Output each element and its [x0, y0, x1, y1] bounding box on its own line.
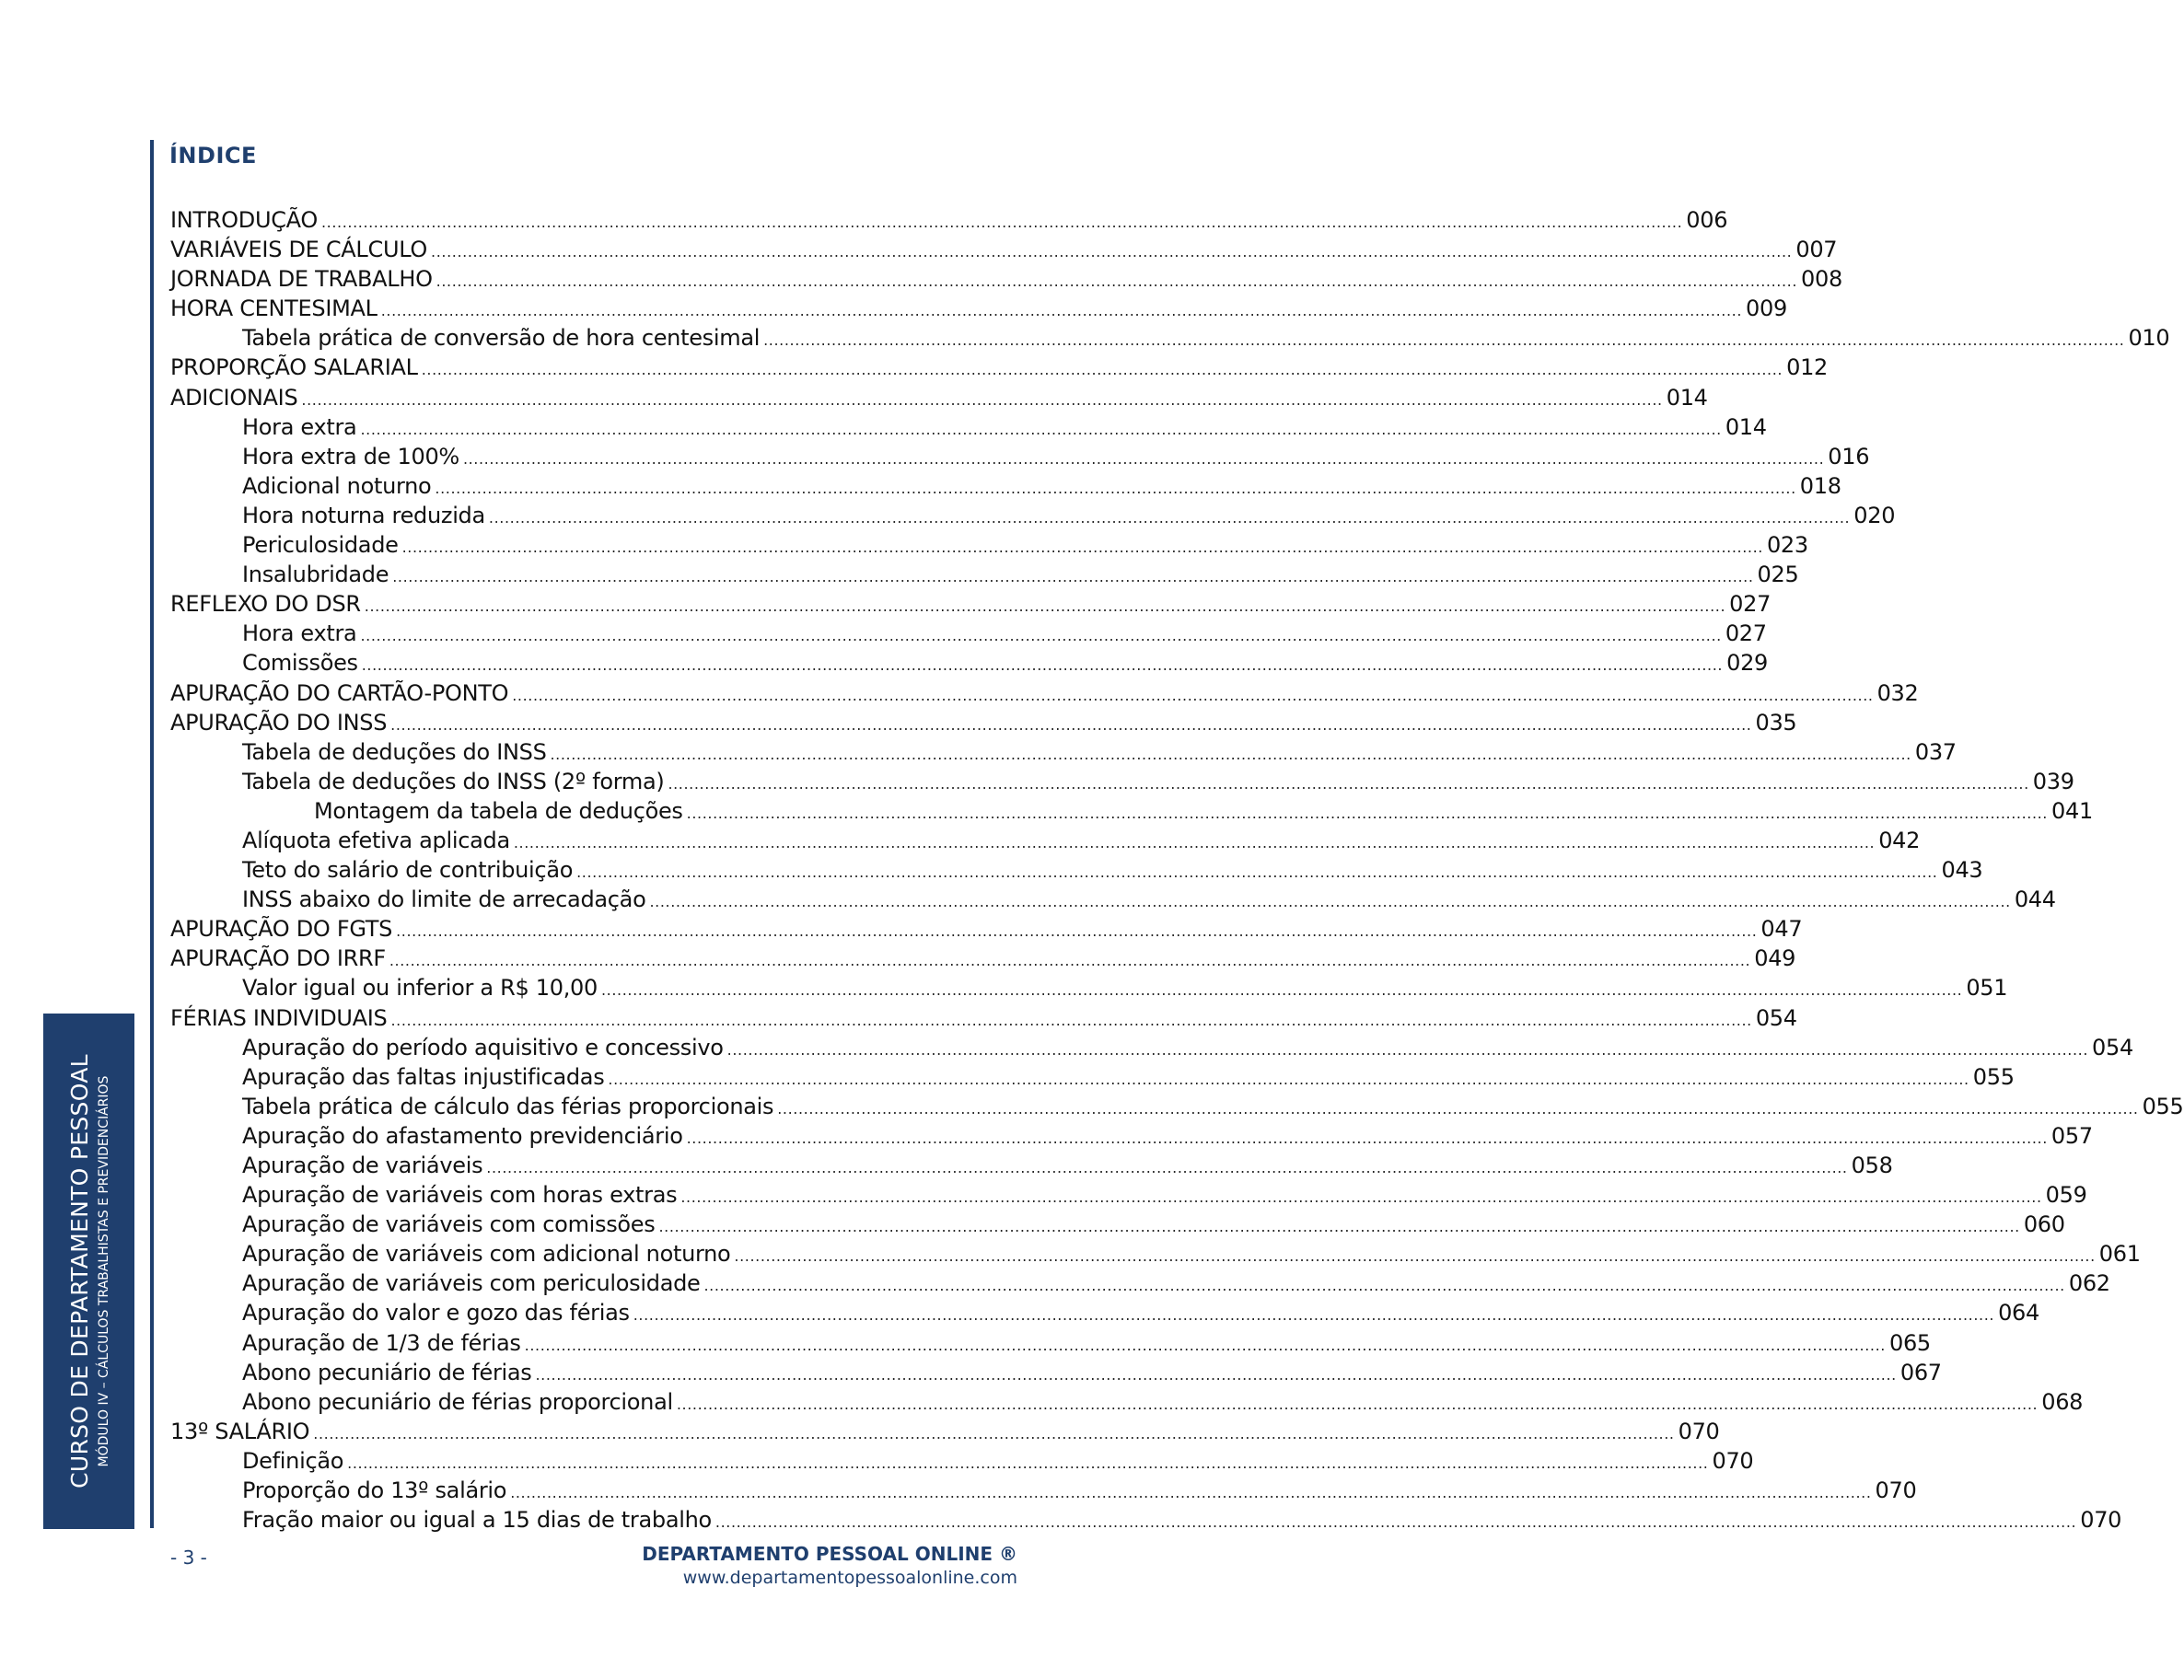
toc-entry[interactable] — [170, 826, 1921, 855]
course-module: MÓDULO IV – CÁLCULOS TRABALHISTAS E PREVIDENCIÁRIOS — [96, 1075, 111, 1467]
toc-dot-leader: .................................................................................................................................................................................................................................................................... — [676, 1395, 2039, 1413]
toc-entry[interactable] — [170, 353, 1829, 382]
toc-entry[interactable] — [170, 589, 1772, 619]
toc-entry[interactable] — [170, 944, 1796, 973]
toc-entry[interactable] — [170, 737, 1957, 767]
toc-dot-leader: .................................................................................................................................................................................................................................................................... — [360, 627, 1722, 645]
toc-entry[interactable] — [170, 323, 2170, 353]
toc-entry-page: 020 — [1853, 502, 1896, 528]
toc-entry-page: 070 — [2080, 1507, 2122, 1534]
toc-entry-title: INTRODUÇÃO — [170, 207, 318, 233]
toc-entry[interactable] — [170, 1298, 2039, 1327]
toc-entry-title: Comissões — [242, 650, 358, 677]
toc-entry-title: APURAÇÃO DO CARTÃO-PONTO — [170, 679, 509, 706]
toc-entry-title: Tabela prática de cálculo das férias proporcionais — [242, 1093, 774, 1119]
toc-entry[interactable] — [170, 1476, 1917, 1505]
toc-entry-page: 059 — [2045, 1182, 2087, 1209]
toc-entry[interactable] — [170, 973, 2008, 1002]
toc-entry-page: 006 — [1686, 207, 1728, 233]
toc-dot-leader: .................................................................................................................................................................................................................................................................... — [401, 539, 1763, 557]
toc-entry-page: 057 — [2050, 1122, 2093, 1149]
toc-entry-title: Apuração de variáveis com horas extras — [242, 1182, 678, 1209]
toc-entry-title: Apuração de variáveis com comissões — [242, 1211, 656, 1238]
toc-dot-leader: .................................................................................................................................................................................................................................................................... — [364, 597, 1726, 616]
toc-entry-page: 008 — [1801, 266, 1842, 293]
toc-dot-leader: .................................................................................................................................................................................................................................................................... — [380, 302, 1743, 320]
toc-entry[interactable] — [170, 1358, 1942, 1387]
toc-entry-title: INSS abaixo do limite de arrecadação — [242, 886, 646, 913]
toc-dot-leader: .................................................................................................................................................................................................................................................................... — [389, 952, 1751, 970]
toc-dot-leader: .................................................................................................................................................................................................................................................................... — [777, 1099, 2139, 1118]
toc-dot-leader: .................................................................................................................................................................................................................................................................... — [633, 1306, 1995, 1325]
toc-dot-leader: .................................................................................................................................................................................................................................................................... — [347, 1454, 1709, 1472]
toc-entry-page: 016 — [1828, 443, 1870, 469]
toc-entry-page: 062 — [2068, 1270, 2110, 1297]
toc-entry[interactable] — [170, 855, 1983, 885]
toc-entry[interactable] — [170, 412, 1767, 442]
toc-entry-title: VARIÁVEIS DE CÁLCULO — [170, 237, 428, 263]
toc-entry-page: 067 — [1899, 1359, 1942, 1385]
toc-entry-title: Periculosidade — [242, 532, 399, 559]
toc-entry-title: APURAÇÃO DO INSS — [170, 709, 388, 736]
toc-dot-leader: .................................................................................................................................................................................................................................................................... — [680, 1188, 2042, 1207]
toc-entry-page: 068 — [2041, 1388, 2084, 1415]
toc-entry[interactable] — [170, 796, 2093, 826]
toc-entry-page: 018 — [1799, 472, 1841, 499]
toc-entry-title: Tabela prática de conversão de hora centesimal — [242, 325, 761, 352]
toc-entry-page: 058 — [1851, 1153, 1893, 1178]
toc-entry-title: Apuração do afastamento previdenciário — [242, 1122, 683, 1149]
toc-entry-page: 051 — [1966, 975, 2008, 1002]
toc-entry[interactable] — [170, 648, 1769, 678]
toc-entry[interactable] — [170, 1505, 2122, 1535]
toc-entry-title: 13º SALÁRIO — [170, 1418, 310, 1444]
toc-entry[interactable] — [170, 235, 1838, 264]
toc-entry-page: 037 — [1914, 738, 1957, 765]
toc-entry-page: 010 — [2128, 325, 2170, 352]
toc-dot-leader: .................................................................................................................................................................................................................................................................... — [435, 479, 1796, 497]
toc-entry-title: Definição — [242, 1447, 344, 1474]
toc-entry-title: Alíquota efetiva aplicada — [242, 827, 510, 853]
toc-entry-title: Abono pecuniário de férias proporcional — [242, 1388, 673, 1415]
toc-entry-page: 061 — [2098, 1241, 2141, 1268]
toc-dot-leader: .................................................................................................................................................................................................................................................................... — [576, 863, 1938, 882]
toc-dot-leader: .................................................................................................................................................................................................................................................................... — [488, 508, 1851, 527]
toc-entry-page: 043 — [1941, 857, 1983, 884]
toc-entry-page: 055 — [2142, 1093, 2184, 1119]
toc-dot-leader: .................................................................................................................................................................................................................................................................... — [421, 361, 1783, 379]
toc-entry-page: 054 — [2092, 1034, 2133, 1060]
toc-entry[interactable] — [170, 1446, 1754, 1476]
toc-dot-leader: .................................................................................................................................................................................................................................................................... — [600, 981, 1963, 1000]
toc-dot-leader: .................................................................................................................................................................................................................................................................... — [686, 804, 2048, 822]
toc-dot-leader: .................................................................................................................................................................................................................................................................... — [313, 1424, 1675, 1442]
toc-dot-leader: .................................................................................................................................................................................................................................................................... — [535, 1365, 1897, 1384]
toc-entry[interactable] — [170, 1387, 2084, 1417]
toc-entry-page: 060 — [2023, 1211, 2065, 1238]
toc-entry[interactable] — [170, 678, 1919, 708]
toc-entry-title: Insalubridade — [242, 562, 389, 588]
toc-entry-page: 042 — [1878, 827, 1921, 853]
table-of-contents — [170, 205, 2184, 1535]
toc-entry-page: 065 — [1888, 1329, 1931, 1356]
toc-entry-title: Apuração do valor e gozo das férias — [242, 1300, 630, 1327]
toc-dot-leader: .................................................................................................................................................................................................................................................................... — [608, 1070, 1969, 1088]
toc-dot-leader: .................................................................................................................................................................................................................................................................... — [714, 1513, 2077, 1532]
toc-dot-leader: .................................................................................................................................................................................................................................................................... — [510, 1484, 1872, 1502]
toc-dot-leader: .................................................................................................................................................................................................................................................................... — [524, 1336, 1886, 1354]
toc-entry-page: 070 — [1712, 1447, 1754, 1474]
toc-entry-title: Abono pecuniário de férias — [242, 1359, 532, 1385]
toc-entry[interactable] — [170, 708, 1797, 737]
toc-entry-title: Hora extra de 100% — [242, 443, 459, 469]
toc-entry-page: 041 — [2051, 797, 2093, 824]
toc-entry-title: Teto do salário de contribuição — [242, 857, 574, 884]
toc-entry-page: 007 — [1795, 237, 1838, 263]
toc-entry-page: 014 — [1725, 413, 1767, 440]
toc-entry[interactable] — [170, 530, 1808, 560]
toc-entry-title: Apuração de variáveis — [242, 1153, 483, 1178]
toc-entry-page: 009 — [1746, 295, 1787, 322]
toc-entry[interactable] — [170, 560, 1799, 589]
toc-dot-leader: .................................................................................................................................................................................................................................................................... — [703, 1277, 2065, 1295]
toc-entry-page: 014 — [1666, 384, 1708, 411]
toc-entry[interactable] — [170, 1210, 2065, 1239]
toc-entry-page: 047 — [1760, 916, 1803, 943]
toc-entry[interactable] — [170, 1121, 2093, 1151]
toc-dot-leader: .................................................................................................................................................................................................................................................................... — [361, 656, 1724, 675]
toc-dot-leader: .................................................................................................................................................................................................................................................................... — [763, 331, 2125, 350]
footer-brand: DEPARTAMENTO PESSOAL ONLINE ® — [642, 1543, 1017, 1565]
page-number: - 3 - — [170, 1547, 207, 1569]
toc-dot-leader: .................................................................................................................................................................................................................................................................... — [390, 1011, 1752, 1029]
toc-entry[interactable] — [170, 619, 1767, 648]
toc-entry[interactable] — [170, 294, 1787, 323]
toc-entry[interactable] — [170, 1092, 2184, 1121]
toc-entry-title: Hora extra — [242, 413, 357, 440]
page-title: ÍNDICE — [169, 143, 257, 168]
toc-entry-page: 012 — [1786, 354, 1829, 381]
toc-dot-leader: .................................................................................................................................................................................................................................................................... — [550, 745, 1911, 763]
toc-dot-leader: .................................................................................................................................................................................................................................................................... — [512, 686, 1874, 704]
toc-dot-leader: .................................................................................................................................................................................................................................................................... — [658, 1218, 2020, 1236]
toc-dot-leader: .................................................................................................................................................................................................................................................................... — [436, 272, 1798, 291]
toc-entry-page: 049 — [1754, 945, 1796, 972]
toc-entry-title: Valor igual ou inferior a R$ 10,00 — [242, 975, 598, 1002]
toc-dot-leader: .................................................................................................................................................................................................................................................................... — [734, 1247, 2096, 1266]
toc-entry[interactable] — [170, 383, 1708, 412]
toc-entry[interactable] — [170, 1269, 2110, 1298]
toc-entry[interactable] — [170, 1003, 1797, 1033]
toc-entry-title: Proporção do 13º salário — [242, 1477, 507, 1504]
toc-entry-page: 055 — [1972, 1063, 2015, 1090]
toc-dot-leader: .................................................................................................................................................................................................................................................................... — [390, 715, 1752, 734]
toc-dot-leader: .................................................................................................................................................................................................................................................................... — [320, 214, 1683, 231]
toc-entry-page: 035 — [1755, 709, 1797, 736]
toc-entry[interactable] — [170, 1417, 1720, 1446]
toc-entry-title: Hora noturna reduzida — [242, 502, 485, 528]
toc-dot-leader: .................................................................................................................................................................................................................................................................... — [726, 1040, 2089, 1059]
footer-url[interactable]: www.departamentopessoalonline.com — [682, 1568, 1017, 1588]
toc-entry[interactable] — [170, 914, 1803, 944]
toc-dot-leader: .................................................................................................................................................................................................................................................................... — [431, 243, 1793, 261]
toc-entry-title: Apuração do período aquisitivo e concessivo — [242, 1034, 724, 1060]
toc-entry[interactable] — [170, 1033, 2133, 1062]
toc-entry-title: FÉRIAS INDIVIDUAIS — [170, 1004, 388, 1031]
toc-entry[interactable] — [170, 471, 1841, 501]
toc-dot-leader: .................................................................................................................................................................................................................................................................... — [668, 774, 2029, 793]
toc-entry[interactable] — [170, 442, 1870, 471]
toc-entry-page: 029 — [1726, 650, 1769, 677]
toc-dot-leader: .................................................................................................................................................................................................................................................................... — [486, 1159, 1848, 1176]
course-sidebar — [43, 1014, 134, 1529]
toc-entry-page: 044 — [2014, 886, 2056, 913]
toc-entry-page: 032 — [1876, 679, 1919, 706]
toc-entry-page: 023 — [1766, 532, 1808, 559]
toc-entry-title: REFLEXO DO DSR — [170, 591, 361, 618]
toc-entry[interactable] — [170, 1239, 2141, 1269]
toc-entry[interactable] — [170, 1180, 2087, 1210]
toc-entry-title: APURAÇÃO DO IRRF — [170, 945, 386, 972]
toc-entry-page: 025 — [1757, 562, 1799, 588]
toc-entry-title: ADICIONAIS — [170, 384, 298, 411]
toc-entry-title: APURAÇÃO DO FGTS — [170, 916, 393, 943]
toc-entry[interactable] — [170, 501, 1896, 530]
toc-entry-page: 054 — [1755, 1004, 1797, 1031]
toc-entry-page: 070 — [1875, 1477, 1917, 1504]
toc-entry-title: Hora extra — [242, 620, 357, 647]
toc-entry-title: Adicional noturno — [242, 472, 432, 499]
accent-vertical-rule — [150, 140, 154, 1528]
toc-entry[interactable] — [170, 1328, 1931, 1358]
toc-entry-page: 027 — [1725, 620, 1767, 647]
toc-dot-leader: .................................................................................................................................................................................................................................................................... — [462, 449, 1825, 468]
toc-entry-page: 070 — [1678, 1418, 1720, 1444]
toc-dot-leader: .................................................................................................................................................................................................................................................................... — [301, 390, 1663, 409]
toc-entry-title: Apuração de variáveis com adicional noturno — [242, 1241, 731, 1268]
course-title: CURSO DE DEPARTAMENTO PESSOAL — [65, 1054, 93, 1489]
toc-dot-leader: .................................................................................................................................................................................................................................................................... — [649, 893, 2011, 911]
toc-entry-title: Apuração de 1/3 de férias — [242, 1329, 521, 1356]
toc-entry[interactable] — [170, 1062, 2015, 1092]
toc-entry-title: JORNADA DE TRABALHO — [170, 266, 433, 293]
toc-entry[interactable] — [170, 767, 2074, 796]
toc-dot-leader: .................................................................................................................................................................................................................................................................... — [396, 922, 1758, 941]
toc-entry-title: Montagem da tabela de deduções — [314, 797, 683, 824]
toc-entry-title: Tabela de deduções do INSS — [242, 738, 547, 765]
toc-dot-leader: .................................................................................................................................................................................................................................................................... — [360, 420, 1722, 438]
toc-entry-page: 039 — [2032, 768, 2074, 794]
toc-dot-leader: .................................................................................................................................................................................................................................................................... — [513, 833, 1876, 852]
toc-dot-leader: .................................................................................................................................................................................................................................................................... — [686, 1129, 2048, 1147]
toc-entry-title: HORA CENTESIMAL — [170, 295, 378, 322]
toc-entry-title: PROPORÇÃO SALARIAL — [170, 354, 418, 381]
toc-entry[interactable] — [170, 1151, 1893, 1180]
toc-entry-title: Fração maior ou igual a 15 dias de trabalho — [242, 1507, 712, 1534]
toc-entry-page: 064 — [1998, 1300, 2039, 1327]
toc-entry[interactable] — [170, 205, 1728, 235]
toc-entry-title: Tabela de deduções do INSS (2º forma) — [242, 768, 665, 794]
toc-entry-page: 027 — [1729, 591, 1772, 618]
toc-entry-title: Apuração das faltas injustificadas — [242, 1063, 605, 1090]
toc-entry-title: Apuração de variáveis com periculosidade — [242, 1270, 701, 1297]
toc-dot-leader: .................................................................................................................................................................................................................................................................... — [392, 568, 1754, 586]
toc-entry[interactable] — [170, 885, 2056, 914]
toc-entry[interactable] — [170, 264, 1842, 294]
